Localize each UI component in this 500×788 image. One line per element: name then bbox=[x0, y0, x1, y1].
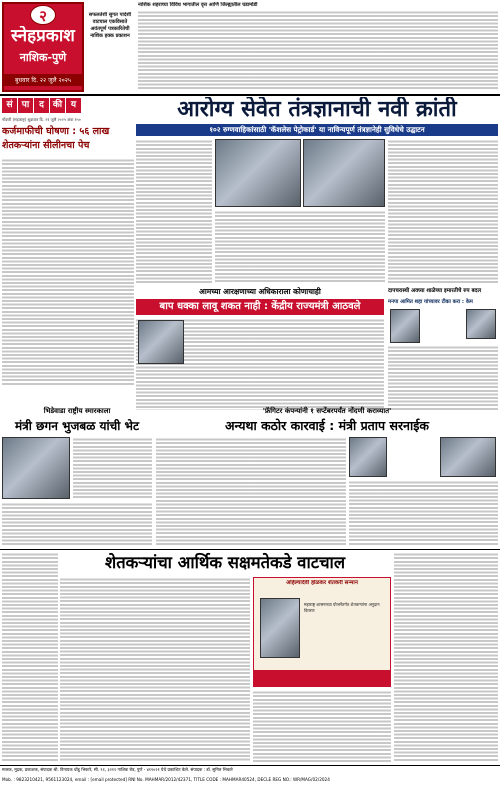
health-body-text bbox=[136, 139, 212, 283]
sampadakiya-letter: द bbox=[34, 98, 49, 113]
farmers-body-col2 bbox=[60, 577, 250, 762]
health-body-col2 bbox=[215, 210, 385, 283]
masthead bbox=[0, 0, 500, 94]
loan-body bbox=[2, 158, 134, 386]
agro-ad-photo bbox=[260, 598, 300, 658]
loan-body-text bbox=[2, 158, 134, 386]
masthead-title: स्नेहप्रकाश bbox=[11, 26, 75, 46]
farmers-body-text bbox=[394, 552, 498, 762]
school-headline: दापचरास्थी अवघ्या शाळेच्या इमारतीचे रुप बदल bbox=[388, 288, 482, 294]
franchise-body-text bbox=[349, 480, 498, 546]
memorial-photo bbox=[2, 437, 70, 499]
health-subhead: १०२ रुग्णवाहिकांसाठी 'कॅशलेस पेट्रोकार्ड' या नाविन्यपूर्ण तंत्रज्ञानेही सुविधेचे उद्घाटन bbox=[136, 124, 498, 136]
farmers-body-col4 bbox=[394, 552, 498, 762]
memorial-body bbox=[2, 502, 152, 546]
sampadakiya-letter: पा bbox=[18, 98, 33, 113]
top-story-intro-text: नाशिक शहराच्या विविध भागातील वृत्त आणि जिल्ह्यातील घडामोडी bbox=[138, 2, 258, 8]
footer-line-1: मालक, मुद्रक, प्रकाशक, संपादक श्री. विनायक धोंडू भिकारे, सी. ९१, ३२११ नाशिक रोड, पुणे - ४११०२१ येथे प्रकाशित केले. संपादक : डॉ. सुनिल भिकारे bbox=[2, 767, 233, 772]
franchise-headline: अन्यथा कठोर कारवाई : मंत्री प्रताप सरनाईक bbox=[225, 418, 429, 433]
health-body-text bbox=[215, 210, 385, 283]
farmers-body-text bbox=[60, 577, 250, 762]
top-story-body bbox=[138, 10, 498, 90]
agro-ad-title: अहिल्यादेवी होळकर शेतकरी सन्मान bbox=[286, 580, 358, 586]
memorial-body-right bbox=[73, 437, 152, 499]
school-photo bbox=[390, 309, 420, 343]
agro-ad-text: महाराष्ट्र शासनाच्या योजनेंतर्गत शेतकऱ्यांना अनुदान वितरण bbox=[304, 602, 380, 613]
loan-headline: कर्जमाफीची घोषणा : ५६ लाख शेतकऱ्यांना सीलीनचा पेच bbox=[2, 126, 110, 151]
memorial-headline: मंत्री छगन भुजबळ यांची भेट bbox=[14, 419, 140, 433]
franchise-photo bbox=[349, 437, 387, 477]
health-body-text bbox=[388, 139, 498, 283]
farmers-body-col1 bbox=[2, 552, 58, 762]
top-story-intro bbox=[138, 2, 498, 92]
sampadakiya-letter: की bbox=[50, 98, 65, 113]
masthead-date: बुधवार दि. २२ जुलै २०२५ bbox=[4, 74, 82, 86]
franchise-photo-2 bbox=[440, 437, 496, 477]
franchise-body bbox=[156, 437, 346, 546]
memorial-body-text bbox=[2, 502, 152, 546]
health-headline: आरोग्य सेवेत तंत्रज्ञानाची नवी क्रांती bbox=[177, 97, 457, 122]
agro-ad bbox=[253, 577, 391, 687]
page-number-badge bbox=[30, 5, 56, 25]
school-body-text bbox=[388, 345, 498, 410]
masthead-tagline: सफलतेशी सुगत पादेशी वाटचाल एकविसाते अवंतपूर्ण पत्रकारितेची नाशिक हक्क प्रकाशन bbox=[88, 12, 132, 39]
franchise-kicker: 'फ्रॅगिटर कंपन्यांनी १ सप्टेंबरपर्यंत नोंदणी कराव्यात' bbox=[262, 407, 392, 415]
memorial-kicker: भिडेवाडा राष्ट्रीय स्मारकाला bbox=[43, 407, 111, 415]
sampadakiya-letter: य bbox=[66, 98, 81, 113]
school-body bbox=[388, 345, 498, 410]
page-number: २ bbox=[39, 7, 47, 25]
sampadakiya-letter: सं bbox=[2, 98, 17, 113]
farmers-headline: शेतकऱ्यांचा आर्थिक सक्षमतेकडे वाटचाल bbox=[104, 553, 346, 572]
franchise-body-right bbox=[349, 480, 498, 546]
health-photo-2 bbox=[303, 139, 385, 207]
sampadakiya-info: नोंदणी (महाराष्ट्र) शुक्रवार दि. २१ जुलै २०२५ अंक १५० bbox=[2, 117, 81, 122]
sampadakiya-strip bbox=[0, 97, 84, 115]
reservation-photo bbox=[138, 320, 184, 364]
farmers-rule bbox=[0, 549, 500, 550]
footer-line-2: Mob. : 9823210421, 9561123024, email : [email protected] RNI No. MAHMAR/2012/42371, TITLE CODE : MAHMAR40524, DECLE REG NO.: WR/MAG/02/2024 bbox=[2, 777, 330, 782]
masthead-rule bbox=[0, 94, 500, 96]
health-photo-1 bbox=[215, 139, 301, 207]
farmers-body-text bbox=[253, 690, 391, 762]
health-body-col1 bbox=[136, 139, 212, 283]
farmers-body-text bbox=[2, 552, 58, 762]
footer-rule bbox=[0, 765, 500, 766]
franchise-body-text bbox=[156, 437, 346, 546]
memorial-body-text bbox=[73, 437, 152, 499]
health-body-col3 bbox=[388, 139, 498, 283]
reservation-headline: बाप धक्का लावू शकत नाही : केंद्रीय राज्यमंत्री आठवले bbox=[136, 299, 384, 315]
farmers-body-col3 bbox=[253, 690, 391, 762]
school-photo bbox=[466, 309, 496, 339]
masthead-subtitle: नाशिक-पुणे bbox=[19, 51, 67, 64]
school-subhead: मनपा आमित शहा यांच्यावर टीका करा : केम bbox=[388, 299, 473, 305]
reservation-kicker: आमच्या आरक्षणाच्या अधिकाराला कोणाचाही bbox=[199, 287, 321, 296]
agro-ad-strip bbox=[254, 670, 390, 686]
